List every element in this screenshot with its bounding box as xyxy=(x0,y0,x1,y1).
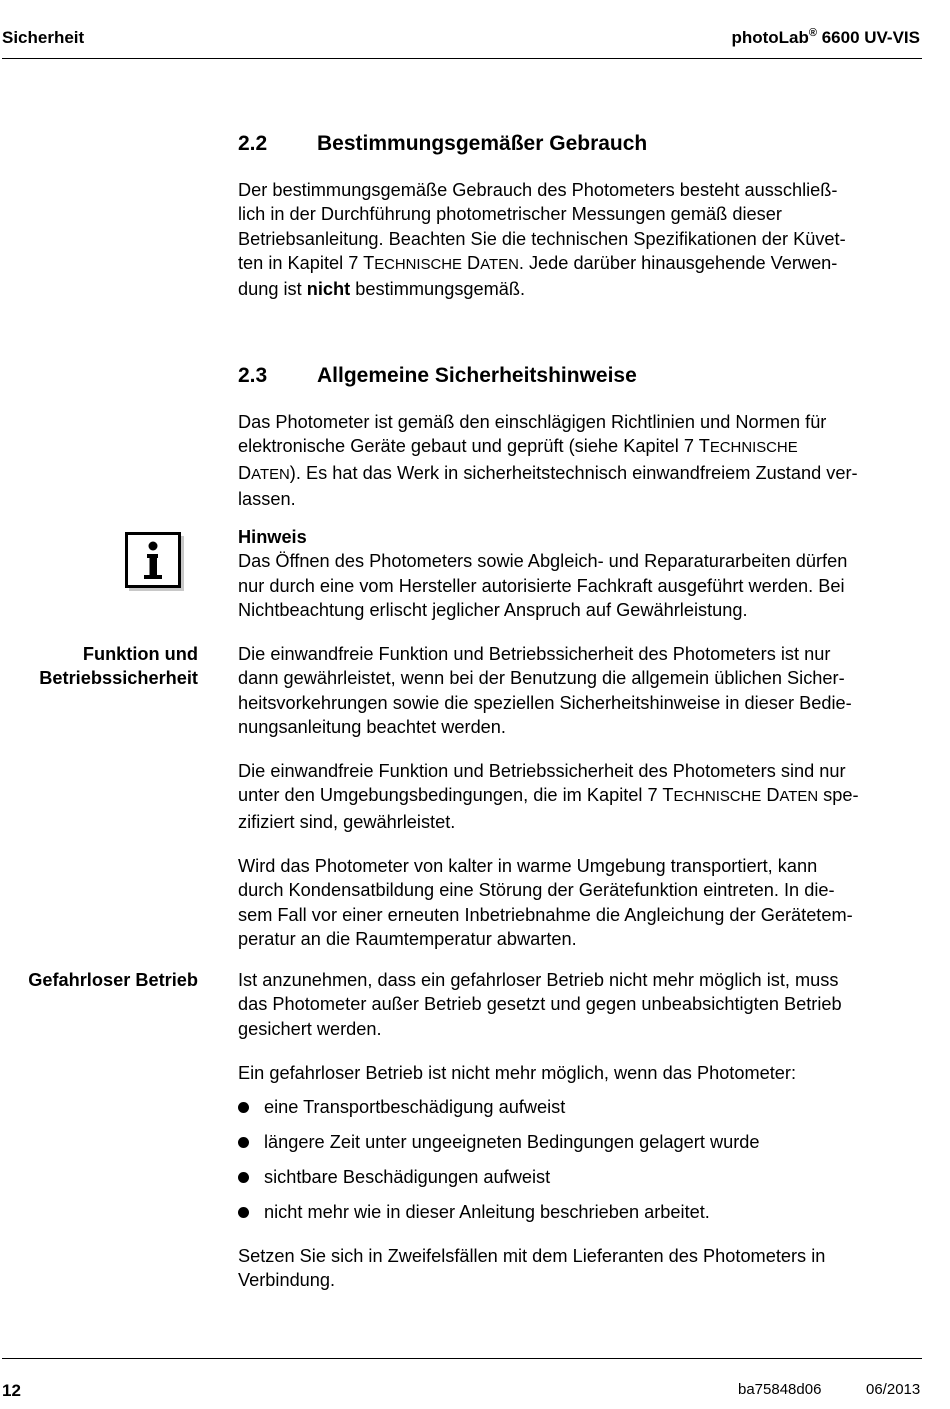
text-line: nungsanleitung beachtet werden. xyxy=(238,716,506,737)
paragraph xyxy=(238,1244,922,1293)
paragraph xyxy=(238,178,922,301)
text-line: Nichtbeachtung erlischt jeglicher Anspruch auf Gewährleistung. xyxy=(238,599,748,620)
section-title: Bestimmungsgemäßer Gebrauch xyxy=(317,132,648,155)
text-line: durch Kondensatbildung eine Störung der Gerätefunktion eintreten. In die- xyxy=(238,880,835,901)
list-item: längere Zeit unter ungeeigneten Bedingungen gelagert wurde xyxy=(238,1130,922,1165)
text-line: Betriebsanleitung. Beachten Sie die technischen Spezifikationen der Küvet- xyxy=(238,228,846,249)
text-line: peratur an die Raumtemperatur abwarten. xyxy=(238,928,577,949)
section-heading xyxy=(238,363,922,389)
text-line: Das Photometer ist gemäß den einschlägigen Richtlinien und Normen für xyxy=(238,412,827,432)
text-line: Wird das Photometer von kalter in warme Umgebung transportiert, kann xyxy=(238,856,818,877)
list-item: sichtbare Beschädigungen aufweist xyxy=(238,1165,922,1200)
bullet-dot-icon xyxy=(238,1137,249,1148)
text-line: lassen. xyxy=(238,488,296,509)
bullet-list xyxy=(238,1095,922,1235)
paragraph xyxy=(238,410,922,511)
bullet-dot-icon xyxy=(238,1172,249,1183)
text-line: unter den Umgebungsbedingungen, die im Kapitel 7 TECHNISCHE DATEN spe- xyxy=(238,785,859,806)
text-line: Verbindung. xyxy=(238,1270,336,1291)
margin-label-funktion: Funktion und Betriebssicherheit xyxy=(39,644,198,689)
text-line: ten in Kapitel 7 TECHNISCHE DATEN. Jede darüber hinausgehende Verwen- xyxy=(238,252,838,273)
margin-label-gefahrlos: Gefahrloser Betrieb xyxy=(28,970,198,990)
registered-mark: ® xyxy=(808,27,817,39)
page-number: 12 xyxy=(2,1381,21,1400)
note-heading: Hinweis xyxy=(238,527,307,547)
text-line: lich in der Durchführung photometrischer Messungen gemäß dieser xyxy=(238,204,782,225)
text-line: gesichert werden. xyxy=(238,1018,382,1039)
text-line: elektronische Geräte gebaut und geprüft (siehe Kapitel 7 TECHNISCHE xyxy=(238,436,798,457)
paragraph xyxy=(238,968,922,1041)
bullet-dot-icon xyxy=(238,1207,249,1218)
text-line: DATEN). Es hat das Werk in sicherheitstechnisch einwandfreiem Zustand ver- xyxy=(238,462,858,483)
list-item: eine Transportbeschädigung aufweist xyxy=(238,1095,922,1130)
bullet-dot-icon xyxy=(238,1102,249,1113)
text-line: das Photometer außer Betrieb gesetzt und gegen unbeabsichtigten Betrieb xyxy=(238,994,842,1015)
text-line: Setzen Sie sich in Zweifelsfällen mit dem Lieferanten des Photometers in xyxy=(238,1246,826,1267)
header-rule xyxy=(2,58,922,59)
paragraph xyxy=(238,549,922,622)
text-line: Die einwandfreie Funktion und Betriebssicherheit des Photometers ist nur xyxy=(238,644,831,664)
text-line: Ist anzunehmen, dass ein gefahrloser Betrieb nicht mehr möglich ist, muss xyxy=(238,970,839,990)
text-line: Die einwandfreie Funktion und Betriebssicherheit des Photometers sind nur xyxy=(238,761,846,782)
text-line: dung ist nicht bestimmungsgemäß. xyxy=(238,279,526,300)
text-line: Der bestimmungsgemäße Gebrauch des Photometers besteht ausschließ- xyxy=(238,180,838,200)
text-line: zifiziert sind, gewährleistet. xyxy=(238,811,456,832)
paragraph xyxy=(238,642,922,739)
section-number: 2.2 xyxy=(238,132,268,155)
running-header-product xyxy=(731,28,920,48)
text-line: nur durch eine vom Hersteller autorisierte Fachkraft ausgeführt werden. Bei xyxy=(238,575,845,596)
funktion-block xyxy=(238,642,922,951)
document-date: 06/2013 xyxy=(866,1381,921,1398)
section-title: Allgemeine Sicherheitshinweise xyxy=(317,364,637,387)
section-number: 2.3 xyxy=(238,364,268,387)
text-line: dann gewährleistet, wenn bei der Benutzung die allgemein üblichen Sicher- xyxy=(238,668,845,689)
text-line: sem Fall vor einer erneuten Inbetriebnahme die Angleichung der Gerätetem- xyxy=(238,904,853,925)
text-line: Das Öffnen des Photometers sowie Abgleich- und Reparaturarbeiten dürfen xyxy=(238,551,848,572)
note-block xyxy=(238,525,922,622)
document-code: ba75848d06 xyxy=(738,1381,822,1398)
section-heading xyxy=(238,131,922,157)
emphasis: nicht xyxy=(306,279,351,300)
gefahrlos-block xyxy=(238,968,922,1293)
footer-rule xyxy=(2,1358,922,1359)
text-line: heitsvorkehrungen sowie die speziellen Sicherheitshinweise in dieser Bedie- xyxy=(238,692,852,713)
info-icon xyxy=(125,532,187,594)
product-model: 6600 UV-VIS xyxy=(816,28,920,47)
paragraph: Ein gefahrloser Betrieb ist nicht mehr möglich, wenn das Photometer: xyxy=(238,1062,797,1083)
product-name: photoLab xyxy=(731,28,809,47)
section-2-2 xyxy=(238,131,922,301)
section-2-3 xyxy=(238,363,922,511)
list-item: nicht mehr wie in dieser Anleitung beschrieben arbeitet. xyxy=(238,1200,922,1235)
paragraph xyxy=(238,854,922,951)
paragraph xyxy=(238,759,922,834)
running-header-chapter: Sicherheit xyxy=(2,28,85,47)
